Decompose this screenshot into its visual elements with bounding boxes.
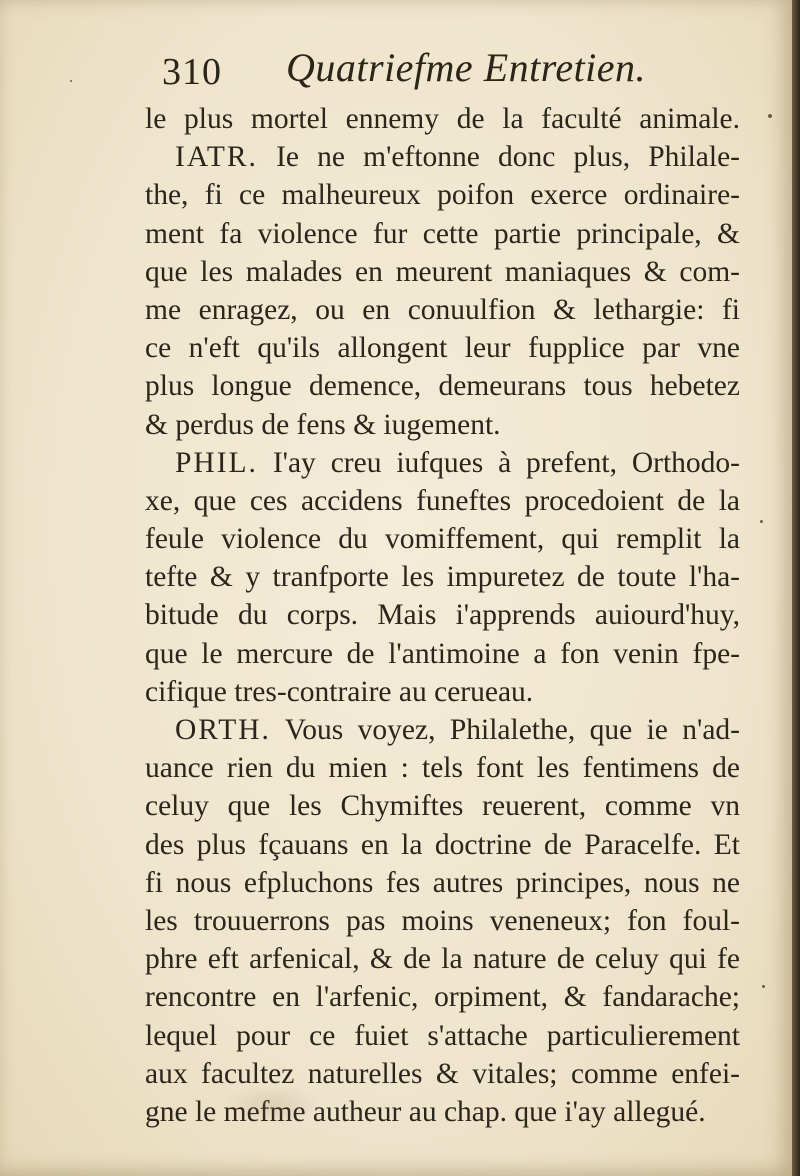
text-line: xe, que ces accidens funeftes procedoient de la: [145, 484, 740, 517]
text-line: tefte & y tranfporte les impuretez de toute l'ha-: [145, 561, 740, 594]
text-line: que le mercure de l'antimoine a fon venin fpe-: [145, 637, 740, 670]
text-line: le plus mortel ennemy de la faculté animale.: [145, 103, 740, 135]
text-line: les trouuerrons pas moins veneneux; fon foul-: [145, 904, 740, 937]
text-line: me enragez, ou en conuulfion & lethargie: fi: [145, 293, 740, 326]
text-line: the, fi ce malheureux poifon exerce ordinaire-: [145, 179, 740, 212]
text-line: cifique tres-contraire au cerueau.: [145, 675, 534, 708]
text-line: ment fa violence fur cette partie principale, &: [145, 217, 740, 250]
text-line: plus longue demence, demeurans tous hebetez: [145, 370, 740, 403]
speaker-name: IATR.: [175, 141, 258, 174]
text-line: PHIL. I'ay creu iufques à prefent, Orthodo-: [175, 446, 740, 479]
speaker-name: ORTH.: [175, 714, 271, 746]
text-line: des plus fçauans en la doctrine de Paracelfe. Et: [145, 828, 740, 861]
ink-speck: [760, 520, 763, 523]
page-number: 310: [162, 51, 222, 93]
text-line: ce n'eft qu'ils allongent leur fupplice par vne: [145, 332, 740, 365]
text-line: & perdus de fens & iugement.: [145, 408, 501, 441]
text-line: bitude du corps. Mais i'apprends auiourd'huy,: [145, 599, 740, 632]
running-head: Quatriefme Entretien.: [286, 45, 647, 90]
text-line: celuy que les Chymiftes reuerent, comme vn: [145, 790, 740, 823]
text-line: IATR. Ie ne m'eftonne donc plus, Philale-: [175, 141, 740, 174]
ink-speck: [768, 114, 772, 118]
text-line: ORTH. Vous voyez, Philalethe, que ie n'ad-: [175, 714, 740, 746]
speaker-name: PHIL.: [175, 446, 258, 479]
text-line: aux facultez naturelles & vitales; comme enfei-: [145, 1057, 740, 1090]
text-line: que les malades en meurent maniaques & com-: [145, 255, 740, 288]
book-spine-edge: [792, 0, 800, 1176]
ink-speck: [762, 985, 765, 988]
page-header: [158, 40, 718, 94]
text-line: feule violence du vomiffement, qui remplit la: [145, 523, 740, 556]
text-line: fi nous efpluchons fes autres principes, nous ne: [145, 866, 740, 899]
faded-stamp: [222, 1084, 322, 1124]
body-text: [145, 100, 740, 1131]
text-line: rencontre en l'arfenic, orpiment, & fandarache;: [145, 981, 740, 1014]
text-line: phre eft arfenical, & de la nature de celuy qui fe: [145, 943, 740, 976]
ink-speck: [70, 80, 72, 82]
text-line: gne le mefme autheur au chap. que i'ay allegué.: [145, 1095, 706, 1128]
text-line: lequel pour ce fuiet s'attache particulierement: [145, 1019, 740, 1052]
text-line: uance rien du mien : tels font les fentimens de: [145, 752, 740, 785]
